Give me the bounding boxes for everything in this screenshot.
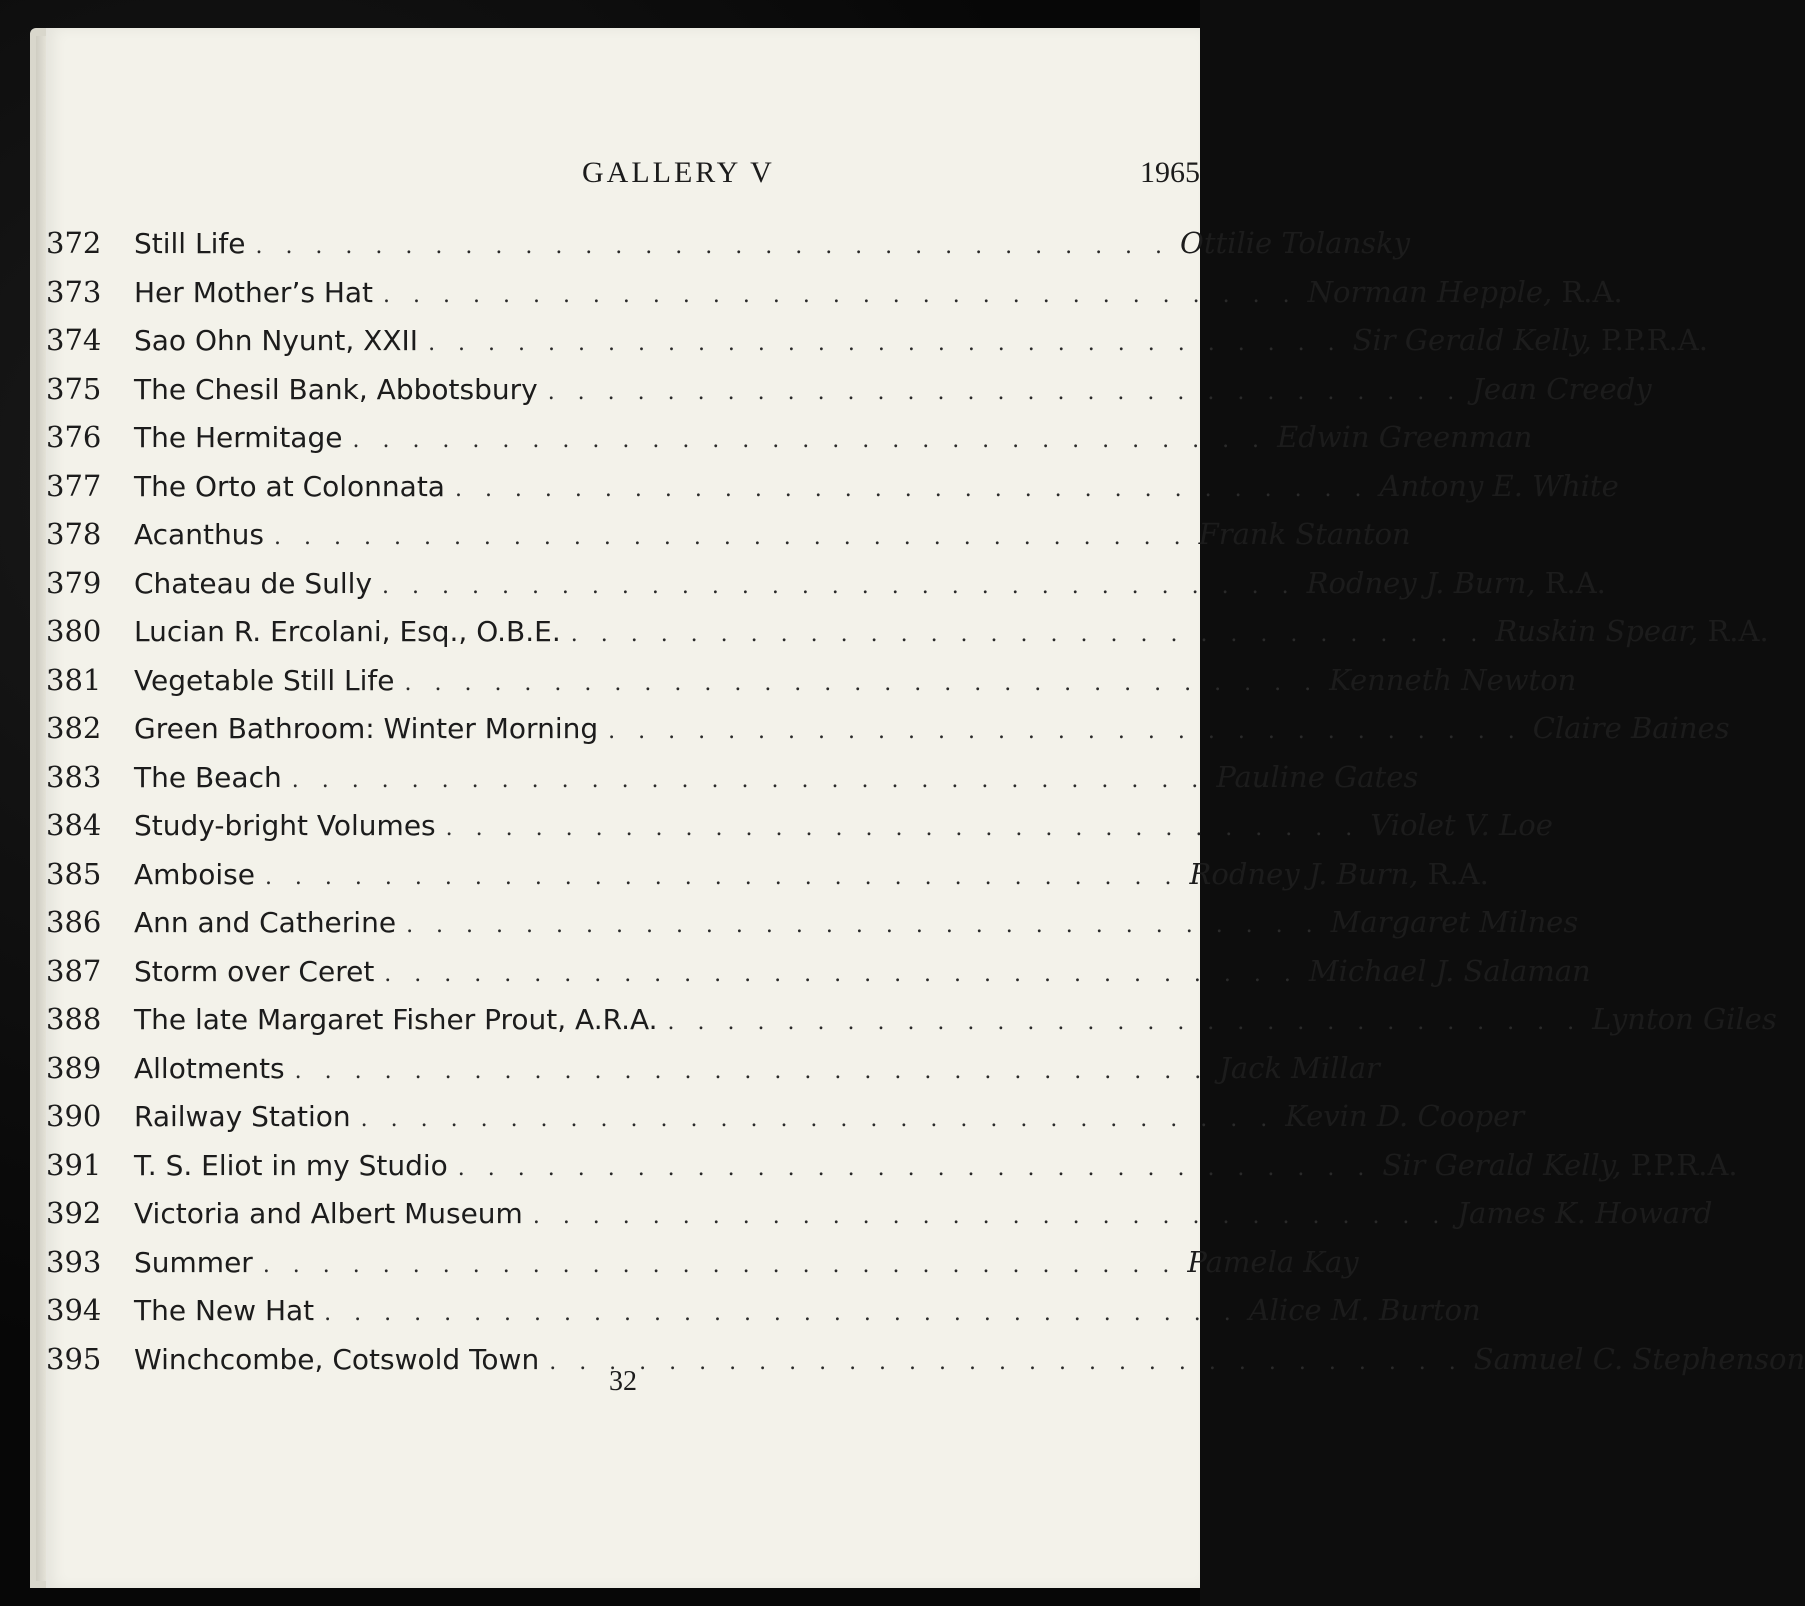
catalogue-entry [46, 1293, 1481, 1342]
artist-name: Norman Hepple, [1307, 274, 1553, 309]
dot-leader: . . . . . . . . . . . . . . . . . . . . . . . . . . . . . . . [360, 1107, 1276, 1132]
entry-artist [1219, 1051, 1380, 1085]
entry-number: 393 [46, 1244, 102, 1279]
entry-artist [1353, 323, 1708, 357]
entry-number: 374 [46, 323, 102, 357]
dot-leader: . . . . . . . . . . . . . . . . . . . . . . . . . . . . . . . [291, 767, 1207, 793]
entry-title: The Orto at Colonnata [134, 469, 445, 503]
catalogue-entry [46, 1196, 1713, 1245]
artist-honours: R.A. [1561, 274, 1623, 309]
catalogue-entry [46, 420, 1533, 469]
entry-title: Vegetable Still Life [134, 663, 395, 697]
artist-name: Jean Creedy [1472, 371, 1652, 406]
dot-leader: . . . . . . . . . . . . . . . . . . . . . . . . . . . . . . . [324, 1301, 1239, 1326]
running-head [46, 156, 1200, 196]
dot-leader: . . . . . . . . . . . . . . . . . . . . . . . . . . . . . . . [547, 379, 1463, 405]
entry-title: T. S. Eliot in my Studio [134, 1148, 448, 1182]
catalogue-entry [46, 808, 1553, 857]
entry-number: 372 [46, 226, 102, 260]
artist-name: Samuel C. Stephenson [1473, 1341, 1805, 1376]
artist-name: Rodney J. Burn, [1189, 856, 1419, 891]
entry-title: Sao Ohn Nyunt, XXII [134, 324, 419, 357]
artist-honours: R.A. [1427, 856, 1489, 891]
catalogue-entry [46, 517, 1411, 566]
artist-name: Antony E. White [1379, 468, 1619, 503]
entry-number: 386 [46, 905, 102, 939]
dot-leader: . . . . . . . . . . . . . . . . . . . . . . . . . . . . . . . [532, 1204, 1448, 1229]
entry-artist [1474, 1342, 1805, 1376]
entry-number: 388 [46, 1002, 102, 1036]
entry-artist [1380, 469, 1619, 503]
entry-number: 379 [46, 565, 102, 600]
entry-artist [1495, 614, 1768, 648]
entry-artist [1199, 517, 1411, 551]
entry-artist [1331, 905, 1579, 939]
catalogue-page [46, 28, 1805, 1588]
artist-name: Sir Gerald Kelly, [1352, 323, 1592, 357]
entry-number: 380 [46, 614, 102, 648]
artist-name: Edwin Greenman [1277, 420, 1533, 454]
entry-title: Acanthus [134, 518, 265, 551]
catalogue-entry [46, 905, 1579, 954]
catalogue-entry [46, 856, 1489, 906]
entry-title: The Chesil Bank, Abbotsbury [134, 372, 538, 406]
catalogue-entry [46, 371, 1652, 421]
artist-name: James K. Howard [1457, 1196, 1713, 1230]
artist-honours: R.A. [1544, 565, 1606, 600]
entry-number: 376 [46, 420, 102, 454]
entry-number: 377 [46, 468, 102, 503]
catalogue-entry [46, 323, 1708, 372]
entry-title: Study-bright Volumes [134, 809, 436, 842]
entry-title: Victoria and Albert Museum [134, 1197, 523, 1230]
dot-leader: . . . . . . . . . . . . . . . . . . . . . . . . . . . . . . . [428, 331, 1343, 356]
artist-name: Ottilie Tolansky [1180, 226, 1410, 260]
dot-leader: . . . . . . . . . . . . . . . . . . . . . . . . . . . . . . . [255, 234, 1171, 259]
page-number: 32 [609, 1366, 637, 1397]
entry-artist [1285, 1099, 1524, 1133]
entry-number: 381 [46, 662, 102, 697]
artist-name: Alice M. Burton [1248, 1293, 1481, 1327]
entry-title: Allotments [134, 1051, 285, 1085]
catalogue-entry [46, 226, 1410, 275]
entry-number: 394 [46, 1293, 102, 1327]
entry-title: Ann and Catherine [134, 906, 397, 939]
dot-leader: . . . . . . . . . . . . . . . . . . . . . . . . . . . . . . . [608, 719, 1523, 744]
entry-number: 391 [46, 1147, 102, 1182]
catalogue-year: 1965 [1140, 156, 1200, 189]
entry-title: Still Life [134, 227, 246, 260]
entry-number: 389 [46, 1050, 102, 1085]
dot-leader: . . . . . . . . . . . . . . . . . . . . . . . . . . . . . . . [384, 961, 1299, 987]
entry-number: 383 [46, 759, 102, 794]
catalogue-entry [46, 662, 1577, 712]
entry-title: Green Bathroom: Winter Morning [134, 712, 599, 745]
entry-number: 395 [46, 1341, 102, 1376]
dot-leader: . . . . . . . . . . . . . . . . . . . . . . . . . . . . . . . [445, 816, 1361, 841]
entry-artist [1190, 857, 1489, 891]
dot-leader: . . . . . . . . . . . . . . . . . . . . . . . . . . . . . . . [383, 282, 1298, 308]
dot-leader: . . . . . . . . . . . . . . . . . . . . . . . . . . . . . . . [570, 622, 1486, 647]
dot-leader: . . . . . . . . . . . . . . . . . . . . . . . . . . . . . . . [404, 670, 1320, 696]
artist-name: Kenneth Newton [1329, 662, 1577, 697]
artist-name: Kevin D. Cooper [1285, 1099, 1525, 1133]
entry-artist [1277, 420, 1532, 454]
entry-artist [1382, 1148, 1737, 1182]
entry-artist [1308, 275, 1623, 309]
dot-leader: . . . . . . . . . . . . . . . . . . . . . . . . . . . . . . . [667, 1010, 1583, 1035]
catalogue-entry [46, 711, 1730, 760]
dot-leader: . . . . . . . . . . . . . . . . . . . . . . . . . . . . . . . [274, 525, 1189, 550]
entry-number: 373 [46, 274, 102, 309]
catalogue-entry [46, 468, 1619, 518]
entry-number: 387 [46, 953, 102, 988]
entry-number: 375 [46, 371, 102, 406]
catalogue-entry [46, 1099, 1525, 1148]
entry-title: Storm over Ceret [134, 954, 375, 988]
entry-artist [1307, 566, 1606, 600]
artist-name: Rodney J. Burn, [1306, 565, 1536, 600]
entry-number: 382 [46, 711, 102, 745]
entry-title: Railway Station [134, 1100, 351, 1133]
entry-title: Her Mother’s Hat [134, 275, 374, 309]
entry-artist [1309, 954, 1591, 988]
dot-leader: . . . . . . . . . . . . . . . . . . . . . . . . . . . . . . . [454, 476, 1370, 502]
entry-title: The late Margaret Fisher Prout, A.R.A. [134, 1003, 658, 1036]
entry-title: Winchcombe, Cotswold Town [134, 1342, 540, 1376]
artist-name: Michael J. Salaman [1308, 953, 1591, 988]
entry-number: 390 [46, 1099, 102, 1133]
entry-artist [1472, 372, 1651, 406]
catalogue-entry [46, 1050, 1380, 1100]
catalogue-entry [46, 1147, 1738, 1197]
artist-name: Violet V. Loe [1370, 808, 1553, 842]
entry-title: Summer [134, 1245, 253, 1279]
entry-artist [1370, 808, 1553, 842]
catalogue-entry [46, 274, 1623, 324]
artist-name: Pauline Gates [1216, 759, 1419, 794]
dot-leader: . . . . . . . . . . . . . . . . . . . . . . . . . . . . . . . [262, 1252, 1178, 1278]
dot-leader: . . . . . . . . . . . . . . . . . . . . . . . . . . . . . . . [457, 1155, 1373, 1181]
artist-name: Margaret Milnes [1330, 905, 1579, 939]
catalogue-entry [46, 614, 1769, 663]
entry-title: The Hermitage [134, 421, 343, 454]
entry-artist [1180, 226, 1410, 260]
catalogue-entry [46, 759, 1419, 809]
entry-artist [1533, 711, 1730, 745]
dot-leader: . . . . . . . . . . . . . . . . . . . . . . . . . . . . . . . [294, 1058, 1210, 1084]
artist-name: Ruskin Spear, [1495, 614, 1699, 648]
artist-name: Pamela Kay [1187, 1244, 1359, 1279]
artist-name: Lynton Giles [1592, 1002, 1777, 1036]
dot-leader: . . . . . . . . . . . . . . . . . . . . . . . . . . . . . . . [264, 864, 1180, 890]
entry-artist [1216, 760, 1418, 794]
catalogue-entry [46, 1002, 1777, 1051]
artist-name: Claire Baines [1532, 711, 1730, 745]
dot-leader: . . . . . . . . . . . . . . . . . . . . . . . . . . . . . . . [549, 1349, 1464, 1375]
entry-title: Chateau de Sully [134, 566, 373, 600]
entry-title: Amboise [134, 857, 255, 891]
entry-number: 384 [46, 808, 102, 842]
artist-name: Frank Stanton [1198, 517, 1411, 551]
catalogue-entry [46, 565, 1606, 615]
dot-leader: . . . . . . . . . . . . . . . . . . . . . . . . . . . . . . . [382, 573, 1297, 599]
entry-title: The Beach [134, 760, 282, 794]
entry-artist [1457, 1196, 1712, 1230]
dot-leader: . . . . . . . . . . . . . . . . . . . . . . . . . . . . . . . [352, 428, 1268, 453]
dot-leader: . . . . . . . . . . . . . . . . . . . . . . . . . . . . . . . [406, 913, 1321, 938]
artist-honours: P.P.R.A. [1600, 323, 1708, 357]
artist-honours: P.P.R.A. [1630, 1147, 1738, 1182]
entry-artist [1592, 1002, 1777, 1036]
entry-title: The New Hat [134, 1294, 315, 1327]
artist-name: Sir Gerald Kelly, [1382, 1147, 1622, 1182]
entry-number: 392 [46, 1196, 102, 1230]
entry-artist [1329, 663, 1576, 697]
entry-artist [1187, 1245, 1358, 1279]
entry-title: Lucian R. Ercolani, Esq., O.B.E. [134, 615, 561, 648]
entry-number: 385 [46, 856, 102, 891]
catalogue-entry [46, 1244, 1359, 1294]
artist-name: Jack Millar [1219, 1050, 1380, 1085]
catalogue-list [46, 226, 1805, 1390]
entry-artist [1249, 1293, 1481, 1327]
gallery-title: GALLERY V [582, 156, 775, 189]
catalogue-entry [46, 953, 1591, 1003]
entry-number: 378 [46, 517, 102, 551]
artist-honours: R.A. [1707, 614, 1769, 648]
